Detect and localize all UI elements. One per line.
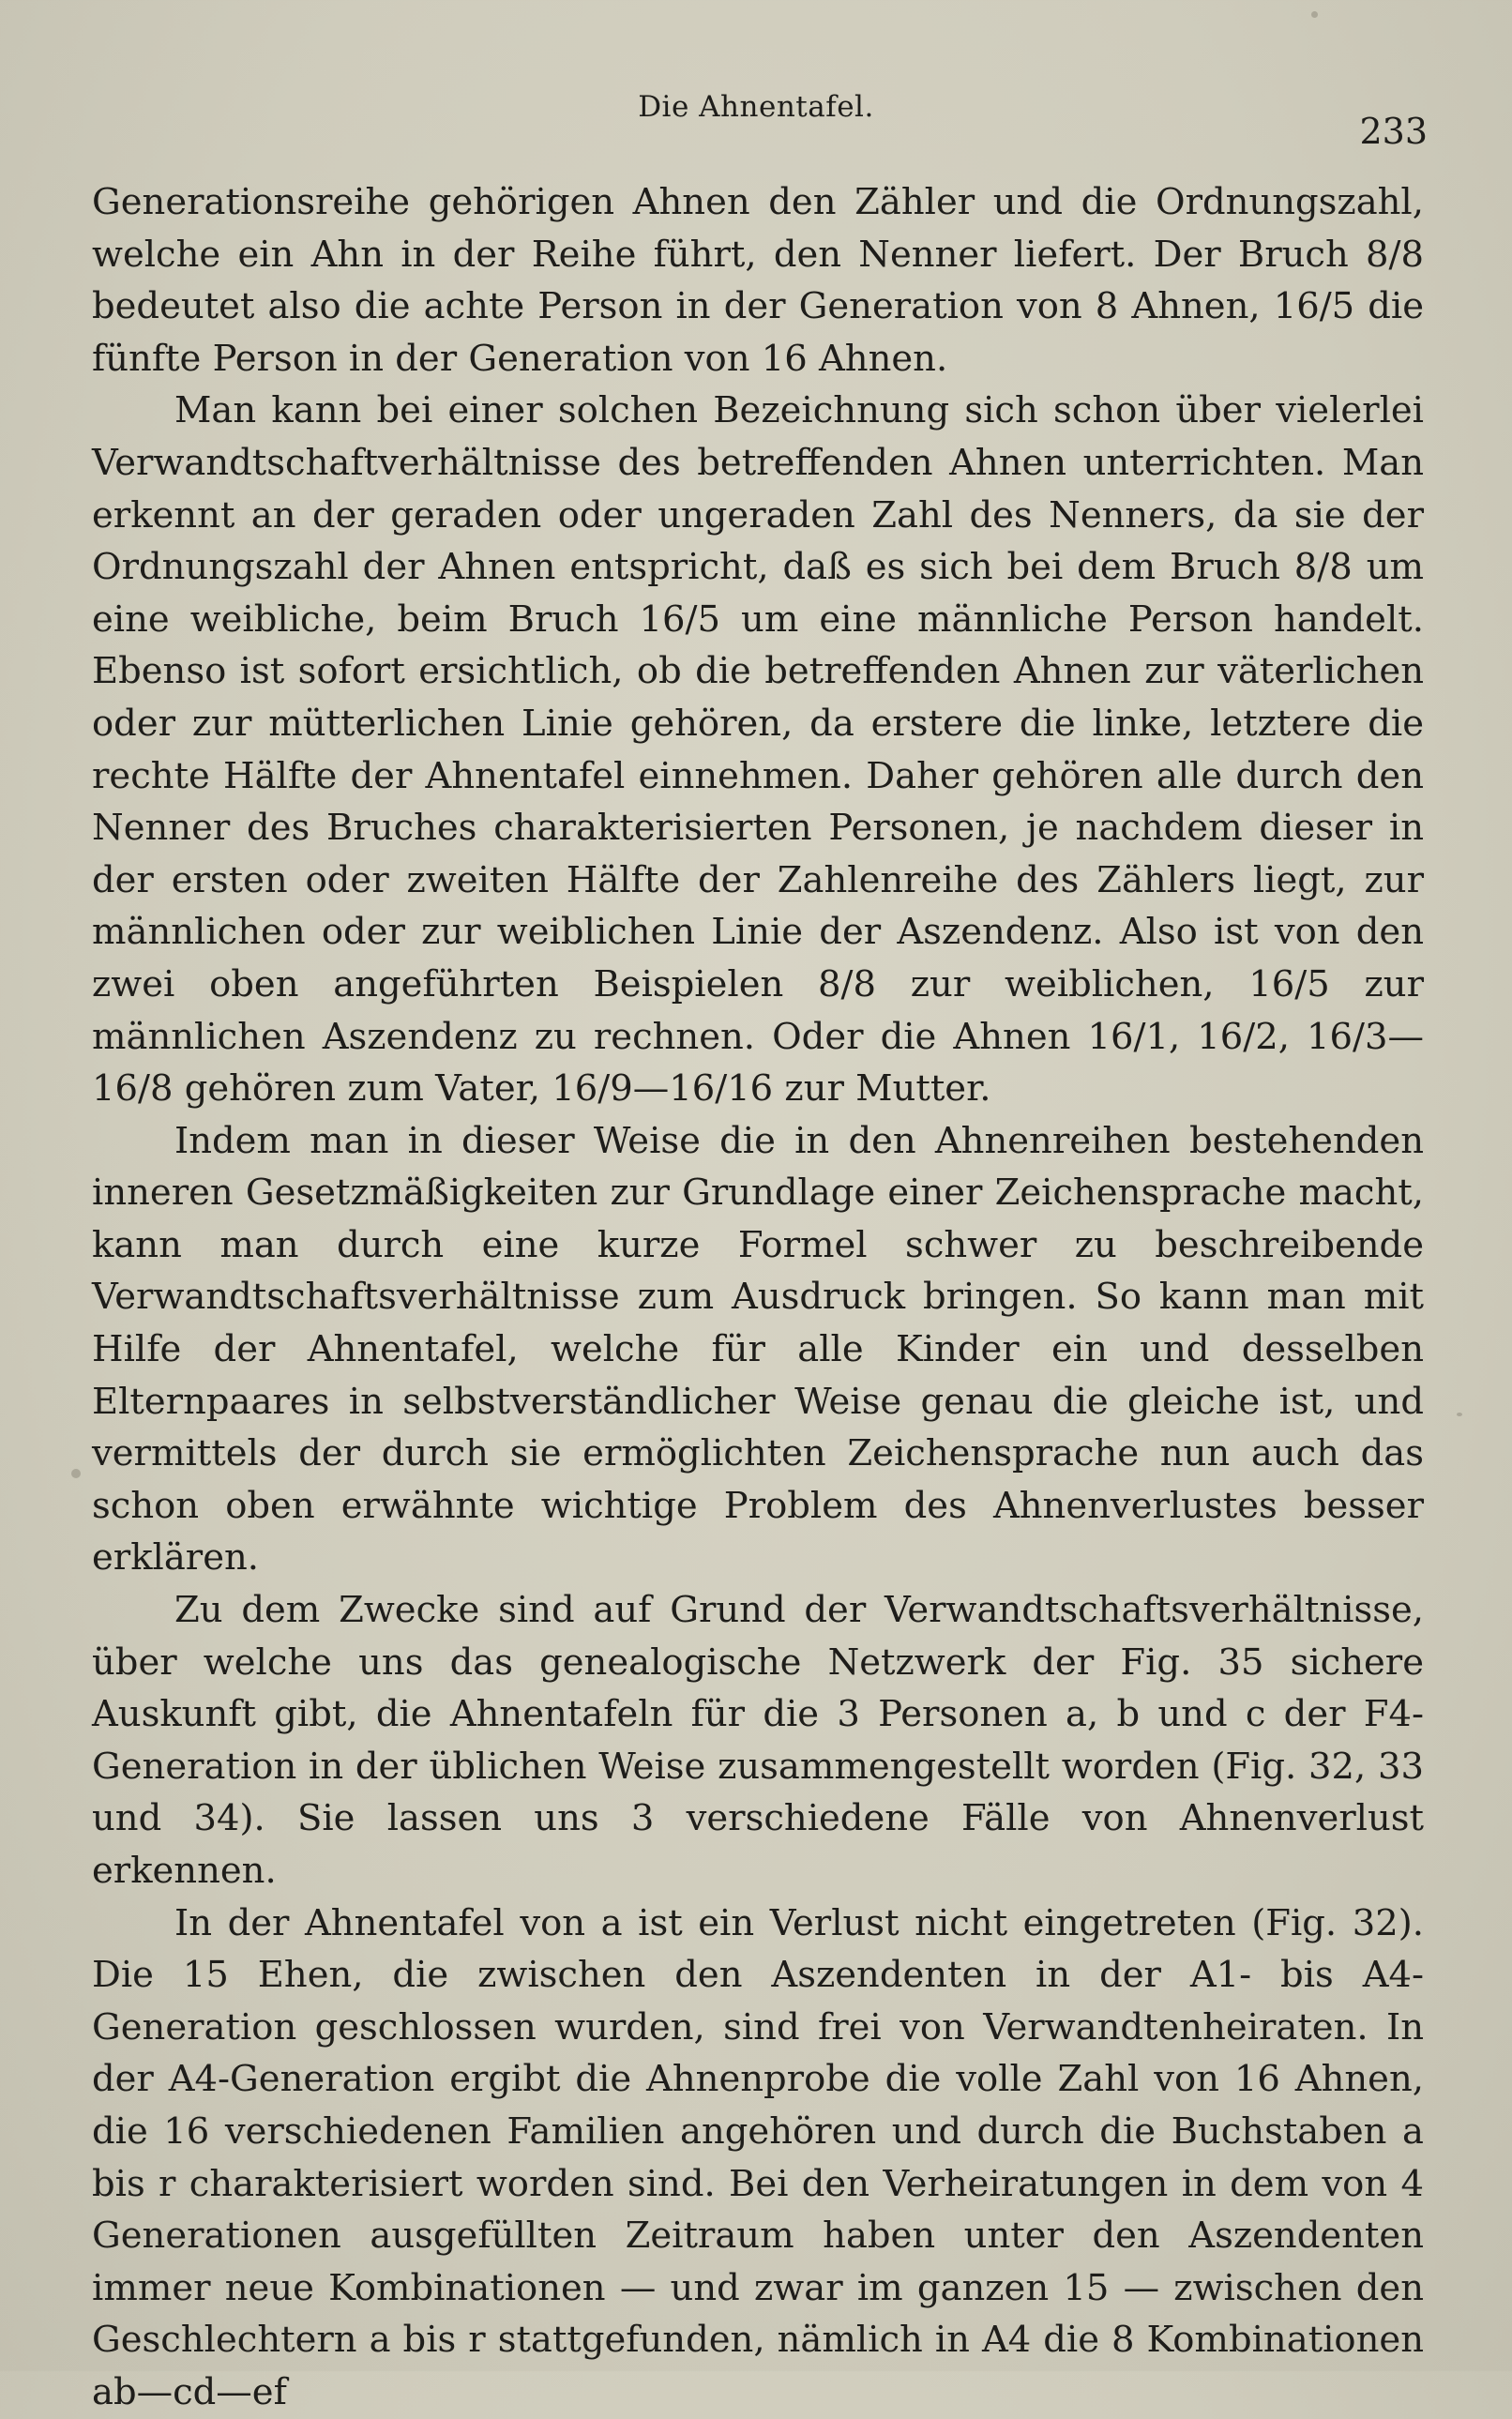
body-text — [92, 176, 1424, 2419]
paper-speck — [1457, 1413, 1462, 1416]
running-head: Die Ahnentafel. — [638, 90, 874, 124]
paragraph-1: Generationsreihe gehörigen Ahnen den Zähler und die Ordnungszahl, welche ein Ahn in der Reihe führt, den Nenner liefert. Der Bruch 8/8 bedeutet also die achte Person in der Generation von 8 Ahnen, 16/5 die fünfte Person in der Generation von 16 Ahnen. — [92, 181, 1424, 380]
paragraph-4: Zu dem Zwecke sind auf Grund der Verwandtschaftsverhältnisse, über welche uns das genealogische Netzwerk der Fig. 35 sichere Auskunft gibt, die Ahnentafeln für die 3 Personen a, b und c der F4-Generation in der üblichen Weise zusammengestellt worden (Fig. 32, 33 und 34). Sie lassen uns 3 verschiedene Fälle von Ahnenverlust erkennen. — [92, 1589, 1424, 1892]
page-number: 233 — [1359, 111, 1428, 152]
paragraph-5: In der Ahnentafel von a ist ein Verlust nicht eingetreten (Fig. 32). Die 15 Ehen, die zwischen den Aszendenten in der A1- bis A4-Generation geschlossen wurden, sind frei von Verwandtenheiraten. In der A4-Generation ergibt die Ahnenprobe die volle Zahl von 16 Ahnen, die 16 verschiedenen Familien angehören und durch die Buchstaben a bis r charakterisiert worden sind. Bei den Verheiratungen in dem von 4 Generationen ausgefüllten Zeitraum haben unter den Aszendenten immer neue Kombinationen — und zwar im ganzen 15 — zwischen den Geschlechtern a bis r stattgefunden, nämlich in A4 die 8 Kombinationen ab—cd—ef — [92, 1901, 1424, 2413]
paragraph-2: Man kann bei einer solchen Bezeichnung sich schon über vielerlei Verwandtschaftverhältnisse des betreffenden Ahnen unterrichten. Man erkennt an der geraden oder ungeraden Zahl des Nenners, da sie der Ordnungszahl der Ahnen entspricht, daß es sich bei dem Bruch 8/8 um eine weibliche, beim Bruch 16/5 um eine männliche Person handelt. Ebenso ist sofort ersichtlich, ob die betreffenden Ahnen zur väterlichen oder zur mütterlichen Linie gehören, da erstere die linke, letztere die rechte Hälfte der Ahnentafel einnehmen. Daher gehören alle durch den Nenner des Bruches charakterisierten Personen, je nachdem dieser in der ersten oder zweiten Hälfte der Zahlenreihe des Zählers liegt, zur männlichen oder zur weiblichen Linie der Aszendenz. Also ist von den zwei oben angeführten Beispielen 8/8 zur weiblichen, 16/5 zur männlichen Aszendenz zu rechnen. Oder die Ahnen 16/1, 16/2, 16/3—16/8 gehören zum Vater, 16/9—16/16 zur Mutter. — [92, 389, 1424, 1111]
paper-speck — [1311, 11, 1318, 18]
paragraph-3: Indem man in dieser Weise die in den Ahnenreihen bestehenden inneren Gesetzmäßigkeiten zur Grundlage einer Zeichensprache macht, kann man durch eine kurze Formel schwer zu beschreibende Verwandtschaftsverhältnisse zum Ausdruck bringen. So kann man mit Hilfe der Ahnentafel, welche für alle Kinder ein und desselben Elternpaares in selbstverständlicher Weise genau die gleiche ist, und vermittels der durch sie ermöglichten Zeichensprache nun auch das schon oben erwähnte wichtige Problem des Ahnenverlustes besser erklären. — [92, 1119, 1424, 1580]
paper-speck — [71, 1469, 81, 1478]
